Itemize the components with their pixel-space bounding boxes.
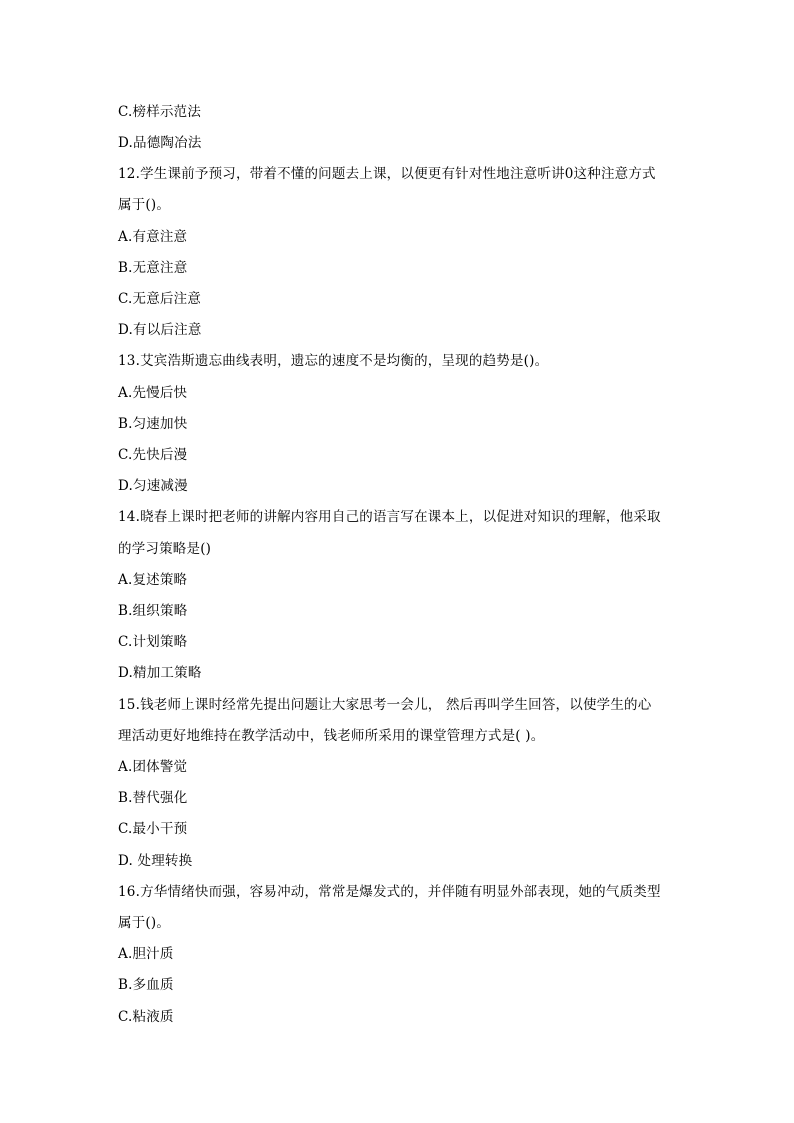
- option-a-q13: A.先慢后快: [118, 385, 188, 401]
- option-b-q16: B.多血质: [118, 977, 174, 993]
- question-12-line-1: 12.学生课前予预习，带着不懂的问题去上课，以便更有针对性地注意听讲0这种注意方式: [118, 166, 656, 182]
- option-b-q12: B.无意注意: [118, 260, 188, 276]
- option-d-q14: D.精加工策略: [118, 665, 202, 681]
- option-c-q15: C.最小干预: [118, 821, 188, 837]
- option-c-q14: C.计划策略: [118, 634, 188, 650]
- question-16-line-1: 16.方华情绪快而强，容易冲动，常常是爆发式的，并伴随有明显外部表现，她的气质类型: [118, 884, 661, 900]
- option-d-q15: D. 处理转换: [118, 853, 193, 869]
- option-c-q12: C.无意后注意: [118, 291, 202, 307]
- option-c-q13: C.先快后漫: [118, 447, 188, 463]
- question-12-line-2: 属于()。: [118, 197, 171, 213]
- option-b-q13: B.匀速加快: [118, 416, 188, 432]
- option-d-q13: D.匀速减漫: [118, 478, 188, 494]
- option-b-q15: B.替代强化: [118, 790, 188, 806]
- option-a-q16: A.胆汁质: [118, 946, 174, 962]
- option-a-q14: A.复述策略: [118, 572, 188, 588]
- option-a-q15: A.团体警觉: [118, 759, 188, 775]
- question-15-line-1: 15.钱老师上课时经常先提出问题让大家思考一会儿， 然后再叫学生回答，以使学生的心: [118, 697, 652, 713]
- option-d-q11: D.品德陶冶法: [118, 135, 202, 151]
- question-16-line-2: 属于()。: [118, 915, 171, 931]
- option-b-q14: B.组织策略: [118, 603, 188, 619]
- question-14-line-2: 的学习策略是(): [118, 541, 212, 557]
- question-14-line-1: 14.晓春上课时把老师的讲解内容用自己的语言写在课本上，以促进对知识的理解，他采取: [118, 509, 661, 525]
- question-15-line-2: 理活动更好地维持在教学活动中，钱老师所采用的课堂管理方式是( )。: [118, 728, 545, 744]
- question-13: 13.艾宾浩斯遗忘曲线表明，遗忘的速度不是均衡的，呈现的趋势是()。: [118, 353, 549, 369]
- option-c-q16: C.粘液质: [118, 1009, 174, 1025]
- option-a-q12: A.有意注意: [118, 229, 188, 245]
- option-c-q11: C.榜样示范法: [118, 104, 202, 120]
- option-d-q12: D.有以后注意: [118, 322, 202, 338]
